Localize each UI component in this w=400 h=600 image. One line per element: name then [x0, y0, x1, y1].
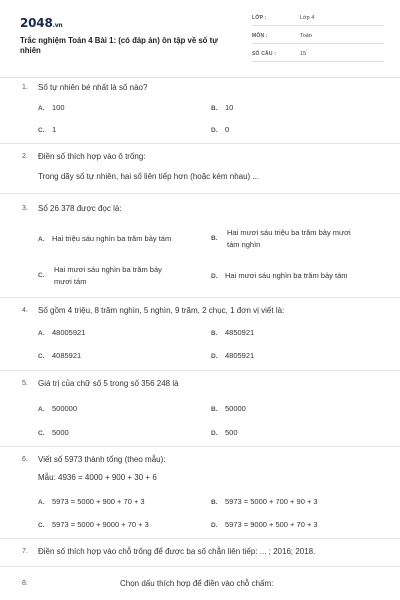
- option-value: 5973 = 5000 + 9000 + 70 + 3: [52, 520, 149, 529]
- option-value: Hai triệu sáu nghìn ba trăm bảy tám: [52, 234, 172, 243]
- option-value: 500000: [52, 404, 78, 413]
- meta-value: Lớp 4: [300, 15, 315, 21]
- option-letter: B.: [211, 406, 218, 413]
- question-divider: [0, 193, 400, 194]
- option-value: tám nghìn: [227, 240, 261, 249]
- option-letter: B.: [211, 330, 218, 337]
- option-c[interactable]: [38, 264, 208, 288]
- question-number: 4.: [22, 307, 28, 314]
- option-c[interactable]: [38, 427, 69, 439]
- option-value: 4085921: [52, 351, 82, 360]
- option-letter: A.: [38, 406, 45, 413]
- meta-count: [252, 48, 384, 62]
- meta-value: 15: [300, 51, 307, 57]
- option-value: 1: [52, 125, 57, 134]
- option-value: 5000: [52, 428, 69, 437]
- option-value: 0: [225, 125, 230, 134]
- option-value: 5973 = 5000 + 900 + 70 + 3: [52, 497, 145, 506]
- option-value: 5973 = 5000 + 700 + 90 + 3: [225, 497, 318, 506]
- option-d[interactable]: [211, 519, 318, 531]
- question-text: Điền số thích hợp vào chỗ trống để được ba số chẵn liên tiếp: ... ; 2016; 2018.: [38, 547, 316, 556]
- option-letter: B.: [211, 499, 218, 506]
- option-value: Hai mươi sáu nghìn ba trăm bảy: [54, 265, 162, 274]
- option-a[interactable]: [38, 327, 85, 339]
- question-divider: [0, 566, 400, 567]
- question-number: 2.: [22, 153, 28, 160]
- option-letter: D.: [211, 430, 218, 437]
- meta-subject: [252, 30, 384, 44]
- question-divider: [0, 370, 400, 371]
- question-text: Số 26 378 được đọc là:: [38, 204, 122, 213]
- meta-label: LỚP :: [252, 15, 267, 21]
- question-number: 6.: [22, 456, 28, 463]
- header-divider: [0, 77, 400, 78]
- option-letter: A.: [38, 330, 45, 337]
- option-letter: B.: [211, 235, 218, 242]
- question-number: 7.: [22, 548, 28, 555]
- meta-label: SỐ CÂU :: [252, 51, 277, 57]
- option-value: Hai mươi sáu triệu ba trăm bảy mươi: [227, 228, 351, 237]
- option-letter: C.: [38, 353, 45, 360]
- option-value: Hai mươi sáu nghìn ba trăm bảy tám: [225, 271, 348, 280]
- option-d[interactable]: [211, 350, 254, 362]
- option-a[interactable]: [38, 233, 171, 245]
- option-a[interactable]: [38, 102, 65, 114]
- logo-text: 2048: [20, 16, 53, 30]
- question-divider: [0, 446, 400, 447]
- option-value: 5973 = 9000 + 500 + 70 + 3: [225, 520, 318, 529]
- option-letter: A.: [38, 499, 45, 506]
- option-c[interactable]: [38, 350, 81, 362]
- quiz-meta: [252, 12, 384, 66]
- option-b[interactable]: [211, 403, 246, 415]
- question-example: Mẫu: 4936 = 4000 + 900 + 30 + 6: [38, 473, 157, 482]
- meta-grade: [252, 12, 384, 26]
- question-divider: [0, 143, 400, 144]
- question-text: Giá trị của chữ số 5 trong số 356 248 là: [38, 379, 179, 388]
- question-text: Số gồm 4 triệu, 8 trăm nghìn, 5 nghìn, 9 trăm, 2 chục, 1 đơn vị viết là:: [38, 306, 285, 315]
- option-letter: C.: [38, 272, 45, 279]
- option-letter: B.: [211, 105, 218, 112]
- option-c[interactable]: [38, 124, 56, 136]
- meta-label: MÔN :: [252, 33, 268, 39]
- option-value: 48005921: [52, 328, 86, 337]
- option-letter: C.: [38, 522, 45, 529]
- option-value: 500: [225, 428, 238, 437]
- question-text: Điền số thích hợp vào ô trống:: [38, 152, 146, 161]
- question-text: Số tự nhiên bé nhất là số nào?: [38, 83, 148, 92]
- option-b[interactable]: [211, 496, 318, 508]
- option-value: 4850921: [225, 328, 255, 337]
- option-letter: A.: [38, 236, 45, 243]
- question-number: 1.: [22, 84, 28, 91]
- question-number: 3.: [22, 205, 28, 212]
- meta-value: Toán: [300, 33, 312, 39]
- question-divider: [0, 297, 400, 298]
- question-text: Chọn dấu thích hợp để điền vào chỗ chấm:: [120, 579, 274, 588]
- option-letter: D.: [211, 522, 218, 529]
- option-letter: D.: [211, 127, 218, 134]
- option-value: mươi tám: [54, 277, 87, 286]
- option-a[interactable]: [38, 403, 77, 415]
- option-letter: D.: [211, 273, 218, 280]
- option-letter: C.: [38, 430, 45, 437]
- logo-suffix: .vn: [52, 22, 63, 29]
- option-b[interactable]: [211, 102, 233, 114]
- option-a[interactable]: [38, 496, 145, 508]
- site-logo[interactable]: [20, 16, 62, 30]
- question-text: Viết số 5973 thành tổng (theo mẫu):: [38, 455, 166, 464]
- option-letter: D.: [211, 353, 218, 360]
- option-value: 100: [52, 103, 65, 112]
- option-value: 50000: [225, 404, 246, 413]
- option-value: 4805921: [225, 351, 255, 360]
- question-number: 8.: [22, 580, 28, 587]
- question-number: 5.: [22, 380, 28, 387]
- option-c[interactable]: [38, 519, 149, 531]
- option-letter: A.: [38, 105, 45, 112]
- question-statement: Trong dãy số tự nhiên, hai số liên tiếp hơn (hoặc kém nhau) ...: [38, 172, 260, 181]
- option-b[interactable]: [211, 227, 381, 251]
- quiz-title: Trắc nghiệm Toán 4 Bài 1: (có đáp án) ôn tập về số tự nhiên: [20, 36, 218, 55]
- option-d[interactable]: [211, 427, 238, 439]
- option-value: 10: [225, 103, 234, 112]
- question-divider: [0, 538, 400, 539]
- option-d[interactable]: [211, 270, 348, 282]
- page-header: [20, 12, 382, 70]
- option-d[interactable]: [211, 124, 229, 136]
- option-b[interactable]: [211, 327, 254, 339]
- option-letter: C.: [38, 127, 45, 134]
